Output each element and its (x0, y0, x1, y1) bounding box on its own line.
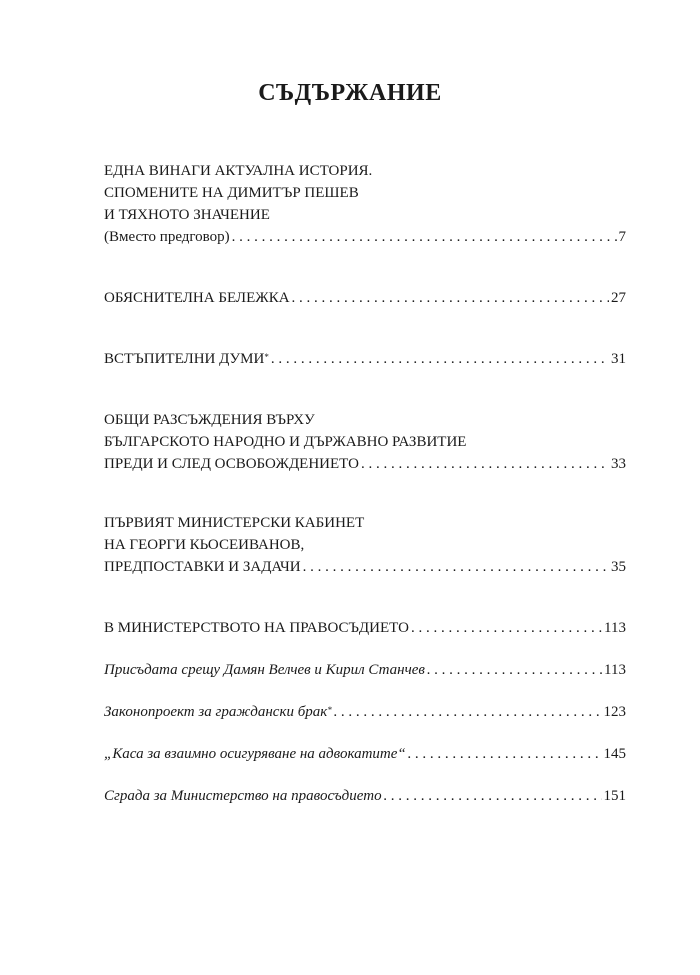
toc-entry-explanatory-note[interactable] (104, 287, 626, 309)
toc-page-number: 33 (611, 456, 626, 472)
toc-subentry-ministry-building[interactable] (104, 785, 626, 807)
toc-entry-title: (Вместо предговор) (104, 229, 230, 245)
dot-leader (303, 556, 609, 578)
dot-leader (232, 226, 617, 248)
toc-entry-title: ОБЯСНИТЕЛНА БЕЛЕЖКА (104, 290, 290, 306)
toc-entry-title: Сграда за Министерство на правосъдието (104, 788, 382, 804)
toc-entry-ministry-of-justice[interactable] (104, 617, 626, 639)
toc-entry-line: ПЪРВИЯТ МИНИСТЕРСКИ КАБИНЕТ (104, 515, 365, 531)
toc-entry-line: НА ГЕОРГИ КЬОСЕИВАНОВ, (104, 537, 305, 553)
toc-entry-title: Законопроект за граждански брак* (104, 704, 332, 720)
toc-entry-line: И ТЯХНОТО ЗНАЧЕНИЕ (104, 207, 270, 223)
dot-leader (408, 743, 602, 765)
toc-entry-line: ЕДНА ВИНАГИ АКТУАЛНА ИСТОРИЯ. (104, 163, 373, 179)
toc-page-number: 27 (611, 290, 626, 306)
dot-leader (411, 617, 602, 639)
toc-entry-title: ВСТЪПИТЕЛНИ ДУМИ* (104, 351, 269, 367)
dot-leader (427, 659, 602, 681)
toc-page-number: 31 (611, 351, 626, 367)
toc-subentry-civil-marriage-bill[interactable] (104, 701, 626, 723)
toc-page-number: 7 (618, 229, 626, 245)
footnote-mark: * (264, 352, 269, 362)
toc-page-number: 145 (603, 746, 626, 762)
toc-entry-title: В МИНИСТЕРСТВОТО НА ПРАВОСЪДИЕТО (104, 620, 409, 636)
toc-page-number: 35 (611, 559, 626, 575)
toc-page-number: 151 (603, 788, 626, 804)
page-title: СЪДЪРЖАНИЕ (258, 80, 442, 106)
toc-entry-title: Присъдата срещу Дамян Велчев и Кирил Станчев (104, 662, 425, 678)
toc-entry-line: ОБЩИ РАЗСЪЖДЕНИЯ ВЪРХУ (104, 412, 315, 428)
toc-entry-general-reflections[interactable] (104, 409, 626, 475)
toc-subentry-lawyers-insurance-fund[interactable] (104, 743, 626, 765)
dot-leader (361, 453, 609, 475)
toc-page-number: 123 (603, 704, 626, 720)
toc-entry-preface[interactable] (104, 160, 626, 248)
toc-entry-line: СПОМЕНИТЕ НА ДИМИТЪР ПЕШЕВ (104, 185, 359, 201)
toc-entry-title: ПРЕДПОСТАВКИ И ЗАДАЧИ (104, 559, 301, 575)
dot-leader (334, 701, 602, 723)
toc-page-number: 113 (604, 662, 626, 678)
toc-entry-first-cabinet[interactable] (104, 512, 626, 578)
toc-subentry-verdict[interactable] (104, 659, 626, 681)
toc-entry-line: БЪЛГАРСКОТО НАРОДНО И ДЪРЖАВНО РАЗВИТИЕ (104, 434, 467, 450)
toc-entry-introductory-words[interactable] (104, 348, 626, 370)
dot-leader (384, 785, 602, 807)
toc-entry-title: „Каса за взаимно осигуряване на адвокатите“ (104, 746, 406, 762)
dot-leader (292, 287, 609, 309)
toc-page-number: 113 (604, 620, 626, 636)
toc-entry-title: ПРЕДИ И СЛЕД ОСВОБОЖДЕНИЕТО (104, 456, 359, 472)
dot-leader (271, 348, 609, 370)
footnote-mark: * (327, 705, 332, 715)
